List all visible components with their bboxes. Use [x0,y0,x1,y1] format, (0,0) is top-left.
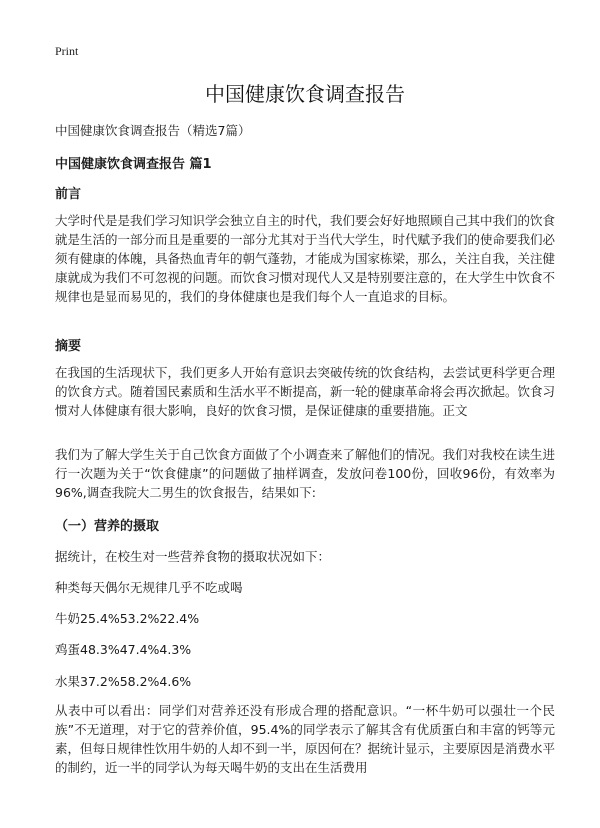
document-subtitle: 中国健康饮食调查报告（精选7篇） [55,123,251,138]
table-row: 水果37.2%58.2%4.6% [55,674,192,689]
nutrition-heading: （一）营养的摄取 [55,519,160,534]
preface-paragraph: 大学时代是是我们学习知识学会独立自主的时代，我们要会好好地照顾自己其中我们的饮食就是生活的一部分而且是重要的一部分尤其对于当代大学生，时代赋予我们的使命要我们必须有健康的体魄，具备热血青年的朝气蓬勃，才能成为国家栋梁，那么，关注自我，关注健康就成为我们不可忽视的问题。而饮食习惯对现代人又是特别要注意的，在大学生中饮食不规律也是显而易见的，我们的身体健康也是我们每个人一直追求的目标。 [55,213,556,304]
abstract-heading: 摘要 [55,339,82,354]
analysis-paragraph: 从表中可以看出：同学们对营养还没有形成合理的搭配意识。“一杯牛奶可以强壮一个民族”不无道理，对于它的营养价值，95.4%的同学表示了解其含有优质蛋白和丰富的钙等元素，但每日规律性饮用牛奶的人却不到一半，原因何在？据统计显示，主要原因是消费水平的制约，近一半的同学认为每天喝牛奶的支出在生活费用 [55,703,556,775]
table-row: 牛奶25.4%53.2%22.4% [55,611,200,626]
article-heading: 中国健康饮食调查报告 篇1 [55,157,212,172]
table-row: 鸡蛋48.3%47.4%4.3% [55,642,192,657]
abstract-paragraph: 在我国的生活现状下，我们更多人开始有意识去突破传统的饮食结构，去尝试更科学更合理的饮食方式。随着国民素质和生活水平不断提高，新一轮的健康革命将会再次掀起。饮食习惯对人体健康有很大影响，良好的饮食习惯，是保证健康的重要措施。正文 [55,365,556,418]
preface-heading: 前言 [55,187,82,202]
table-header-line: 种类每天偶尔无规律几乎不吃或喝 [55,580,243,595]
survey-paragraph: 我们为了解大学生关于自己饮食方面做了个小调查来了解他们的情况。我们对我校在读生进行一次题为关于“饮食健康”的问题做了抽样调查，发放问卷100份，回收96份，有效率为96%,调查我院大二男生的饮食报告，结果如下: [55,447,556,500]
page-title: 中国健康饮食调查报告 [205,82,405,106]
stats-intro: 据统计，在校生对一些营养食物的摄取状况如下： [55,549,331,564]
print-link[interactable]: Print [55,44,79,58]
